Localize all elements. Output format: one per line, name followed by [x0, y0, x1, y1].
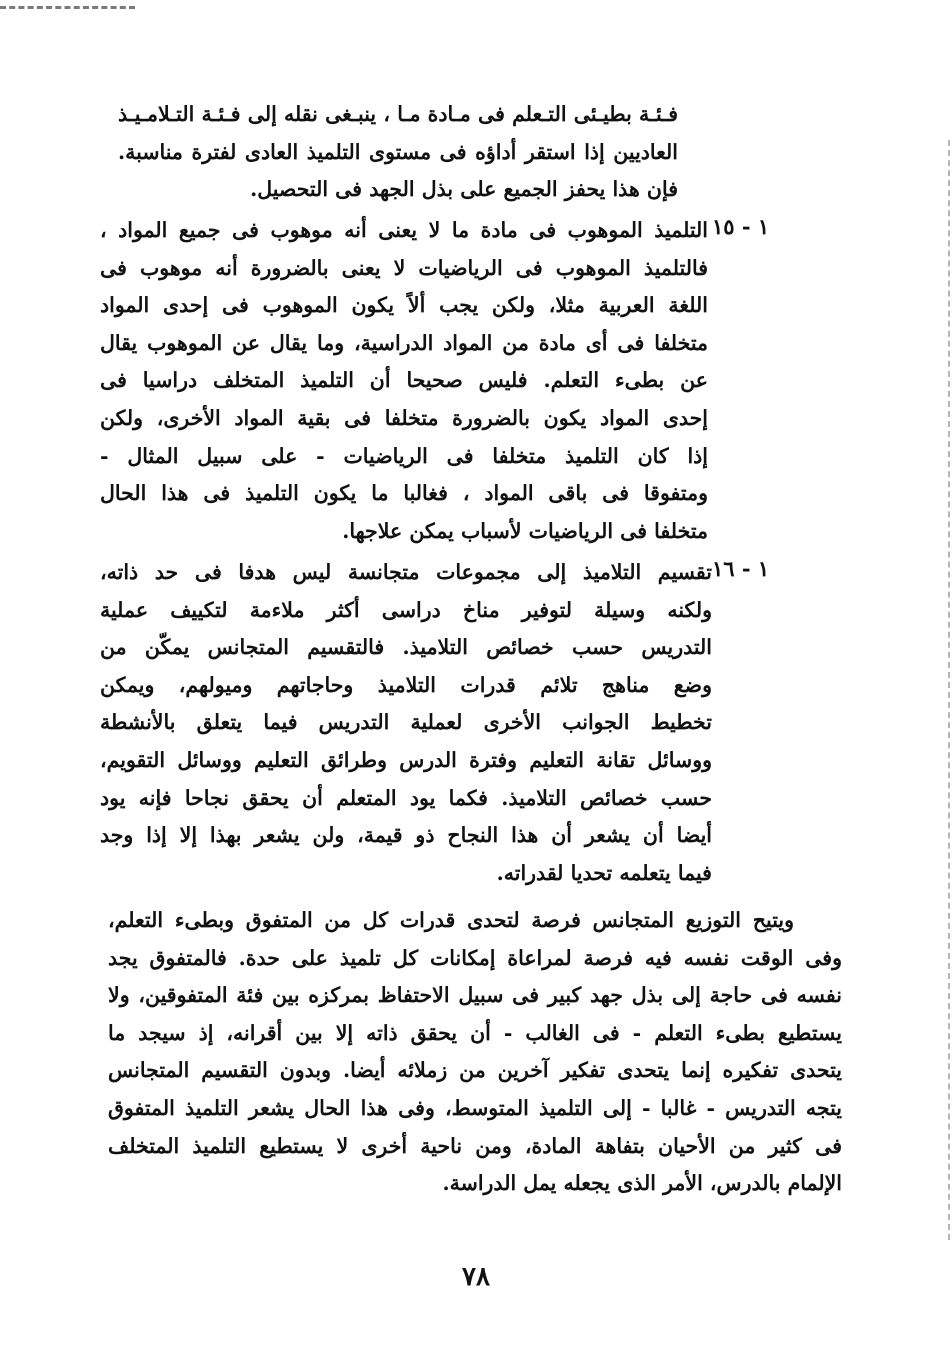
text-line: إذا كان التلميذ متخلفا فى الرياضيات - على سبيل المثال - [100, 443, 708, 468]
text-line: حسب خصائص التلاميذ. فكما يود المتعلم أن يحقق نجاحا فإنه يود [100, 785, 712, 810]
text-line: ووسائل تقانة التعليم وفترة الدرس وطرائق التعليم ووسائل التقويم، [100, 747, 712, 772]
text-line: اللغة العربية مثلا، ولكن يجب ألاً يكون الموهوب فى إحدى المواد [100, 293, 708, 318]
text-line: العاديين إذا استقر أداؤه فى مستوى التلميذ العادى لفترة مناسبة. [118, 139, 678, 164]
text-line: وفى الوقت نفسه فيه فرصة لمراعاة إمكانات كل تلميذ على حدة. فالمتفوق يجد [108, 945, 842, 970]
text-line: يتحدى تفكيره إنما يتحدى تفكير آخرين من زملائه أيضا. وبدون التقسيم المتجانس [108, 1058, 842, 1083]
item-15-paragraph [100, 212, 708, 550]
text-line: فإن هذا يحفز الجميع على بذل الجهد فى التحصيل. [250, 177, 678, 202]
text-line: تقسيم التلاميذ إلى مجموعات متجانسة ليس هدفا فى حد ذاته، [100, 560, 712, 584]
text-line: عن بطىء التعلم. فليس صحيحا أن التلميذ المتخلف دراسيا فى [100, 368, 708, 393]
text-line: متخلفا فى الرياضيات لأسباب يمكن علاجها. [342, 518, 708, 543]
scan-side-marks [946, 140, 950, 1240]
text-line: وضع مناهج تلائم قدرات التلاميذ وحاجاتهم وميولهم، ويمكن [100, 672, 712, 697]
text-line: تخطيط الجوانب الأخرى لعملية التدريس فيما يتعلق بالأنشطة [100, 710, 712, 735]
closing-paragraph [108, 902, 842, 1203]
text-line: إحدى المواد يكون بالضرورة متخلفا فى بقية المواد الأخرى، ولكن [100, 405, 708, 430]
text-line: متخلفا فى أى مادة من المواد الدراسية، وما يقال عن الموهوب يقال [100, 330, 708, 355]
item-number-15: ١ - ١٥ [712, 214, 770, 239]
text-line: فى كثير من الأحيان بتفاهة المادة، ومن ناحية أخرى لا يستطيع التلميذ المتخلف [108, 1133, 842, 1158]
text-line: يتجه التدريس - غالبا - إلى التلميذ المتوسط، وفى هذا الحال يشعر التلميذ المتفوق [108, 1095, 842, 1120]
text-line: فالتلميذ الموهوب فى الرياضيات لا يعنى بالضرورة أنه موهوب فى [100, 255, 708, 280]
text-line: نفسه فى حاجة إلى بذل جهد كبير فى سبيل الاحتفاظ بمركزه بين فئة المتفوقين، ولا [108, 983, 842, 1008]
text-line: يستطيع بطىء التعلم - فى الغالب - أن يحقق ذاته إلا بين أقرانه، إذ سيجد ما [108, 1020, 842, 1045]
text-line: التدريس حسب خصائص التلاميذ. فالتقسيم المتجانس يمكّن من [100, 635, 712, 660]
scan-edge-marks [0, 6, 135, 13]
text-line: ولكنه وسيلة لتوفير مناخ دراسى أكثر ملاءمة لتكييف عملية [100, 597, 712, 622]
text-line: الإلمام بالدرس، الأمر الذى يجعله يمل الدراسة. [442, 1171, 842, 1196]
text-line: فـئـة بطيـئى التـعلم فى مـادة مـا ، ينبـغى نقله إلى فـئـة التـلامـيـذ [118, 102, 678, 126]
text-line: أيضا أن يشعر أن هذا النجاح ذو قيمة، ولن يشعر بهذا إلا إذا وجد [100, 823, 712, 848]
text-line: ومتفوقا فى باقى المواد ، فغالبا ما يكون التلميذ فى هذا الحال [100, 481, 708, 506]
text-line: ويتيح التوزيع المتجانس فرصة لتحدى قدرات كل من المتفوق وبطىء التعلم، [108, 908, 794, 932]
page-number: ٧٨ [462, 1262, 490, 1292]
text-line: فيما يتعلمه تحديا لقدراته. [496, 860, 712, 885]
item-16-paragraph [100, 554, 712, 892]
text-line: التلميذ الموهوب فى مادة ما لا يعنى أنه موهوب فى جميع المواد ، [100, 218, 708, 242]
intro-paragraph [118, 96, 678, 209]
item-number-16: ١ - ١٦ [712, 556, 770, 581]
